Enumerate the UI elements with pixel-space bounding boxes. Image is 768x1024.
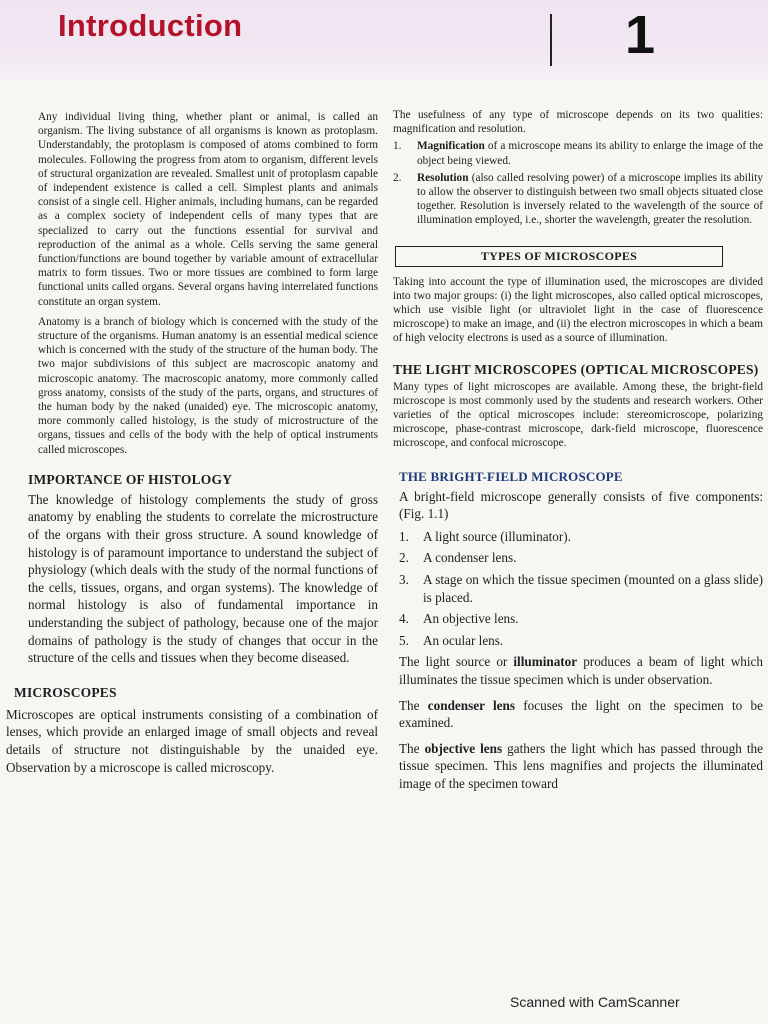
list-number: 1.	[399, 528, 409, 544]
list-text: A stage on which the tissue specimen (mounted on a glass slide) is placed.	[423, 572, 763, 605]
list-number: 5.	[399, 632, 409, 648]
list-item	[393, 171, 763, 228]
list-item	[399, 632, 763, 650]
importance-paragraph: The knowledge of histology complements the study of gross anatomy by enabling the students to correlate the microstructure of the organs with their gross structure. A sound knowledge of histology is of paramount importance to understand the subject of physiology (which deals with the study of the normal functions of the cells, tissues, organs, and organ systems). The knowledge of normal histology is also of fundamental importance in understanding the subject of pathology, because one of the major domains of pathology is the study of changes that occur in the structure of the cells and tissues when they become diseased.	[28, 491, 378, 666]
objective-term: objective lens	[424, 740, 503, 756]
types-heading-box: TYPES OF MICROSCOPES	[395, 246, 723, 267]
types-paragraph: Taking into account the type of illumination used, the microscopes are divided into two major groups: (i) the light microscopes, also called optical microscopes, which use visible light (or ultraviolet light in the case of fluorescence microscope) to make an image, and (ii) the electron microscopes in which a beam of high velocity electrons is used as a source of illumination.	[393, 275, 763, 345]
chapter-title: Introduction	[58, 8, 243, 43]
list-item	[399, 549, 763, 567]
intro-paragraph-2: Anatomy is a branch of biology which is concerned with the study of the structure of the organisms. Human anatomy is an essential medical science which is concerned with the study of the structure of the human body. The two major subdivisions of this subject are macroscopic anatomy and microscopic anatomy. The macroscopic anatomy, more commonly called gross anatomy, consists of the study of the parts, organs, and structures of the human body by the naked (unaided) eye. The microscopic anatomy, more commonly called histology, is the study of microstructure of the organs, tissues and cells of the body with the help of optical instruments called microscopes.	[38, 315, 378, 456]
left-column	[6, 110, 378, 776]
list-number: 1.	[393, 140, 402, 153]
list-item	[399, 610, 763, 628]
resolution-text: (also called resolving power) of a microscope implies its ability to allow the observer to distinguish between two small objects situated close together. Resolution is inversely related to the wavelength of the source of illumination employed, i.e., shorter the wavelength, greater the resolution.	[417, 171, 763, 227]
list-item	[393, 139, 763, 167]
list-number: 4.	[399, 611, 409, 627]
bright-field-heading: THE BRIGHT-FIELD MICROSCOPE	[399, 468, 623, 484]
resolution-term: Resolution	[417, 171, 469, 184]
list-item	[399, 571, 763, 606]
importance-heading: IMPORTANCE OF HISTOLOGY	[28, 471, 233, 487]
light-microscopes-paragraph: Many types of light microscopes are available. Among these, the bright-field microscope is most commonly used by the students and research workers. Other varieties of the optical microscopes include: stereomicroscope, polarizing microscope, phase-contrast microscope, dark-field microscope, fluorescence microscope, and confocal microscope.	[393, 380, 763, 450]
list-item	[399, 528, 763, 546]
right-column	[393, 108, 763, 793]
bright-field-paragraph: A bright-field microscope generally consists of five components: (Fig. 1.1)	[399, 488, 763, 522]
magnification-text: of a microscope means its ability to enlarge the image of the object being viewed.	[417, 140, 763, 167]
light-source-paragraph: The light source or illuminator produces a beam of light which illuminates the tissue specimen which is under observation.	[399, 654, 763, 687]
list-text: An objective lens.	[423, 611, 519, 627]
list-text: A condenser lens.	[423, 550, 517, 566]
illuminator-term: illuminator	[513, 654, 578, 670]
chapter-number: 1	[625, 5, 656, 65]
list-text: An ocular lens.	[423, 632, 504, 648]
magnification-term: Magnification	[417, 140, 485, 153]
list-number: 2.	[399, 550, 409, 566]
microscopes-paragraph: Microscopes are optical instruments consisting of a combination of lenses, which provide an enlarged image of small objects and reveal details of structure not distinguishable by the unaided eye. Observation by a microscope is called microscopy.	[6, 706, 378, 775]
components-list	[399, 528, 763, 650]
list-number: 3.	[399, 572, 409, 588]
objective-paragraph: The objective lens gathers the light which has passed through the tissue specimen. This lens magnifies and projects the illuminated image of the specimen toward	[399, 740, 763, 791]
condenser-term: condenser lens	[427, 697, 515, 713]
microscopes-heading: MICROSCOPES	[14, 684, 117, 700]
usefulness-paragraph: The usefulness of any type of microscope depends on its two qualities: magnification and resolution.	[393, 109, 763, 136]
header-divider	[550, 14, 552, 66]
list-text: A light source (illuminator).	[423, 528, 571, 544]
light-microscopes-heading: THE LIGHT MICROSCOPES (OPTICAL MICROSCOPES)	[393, 361, 759, 377]
scanner-watermark: Scanned with CamScanner	[510, 994, 680, 1010]
intro-paragraph-1: Any individual living thing, whether plant or animal, is called an organism. The living substance of all organisms is known as protoplasm. Understandably, the protoplasm is composed of atoms combined to form molecules. Following the progress from atom to organism, different levels of structural organization are revealed. Smallest unit of protoplasm capable of independent existence is called a cell. Simplest plants and animals consist of a single cell. Higher animals, including humans, can be regarded as a complex society of independent cells of many types that are specialized to carry out the functions essential for survival and reproduction of the animal as a whole. Cells serving the same general function/functions are bound together by variable amount of extracellular matrix to form tissues. Two or more tissues are combined to form large functional units called organs. Several organs having interrelated functions constitute an organ system.	[38, 111, 378, 308]
condenser-paragraph: The condenser lens focuses the light on the specimen to be examined.	[399, 697, 763, 731]
list-number: 2.	[393, 171, 402, 184]
chapter-header	[0, 0, 768, 80]
qualities-list	[393, 139, 763, 227]
